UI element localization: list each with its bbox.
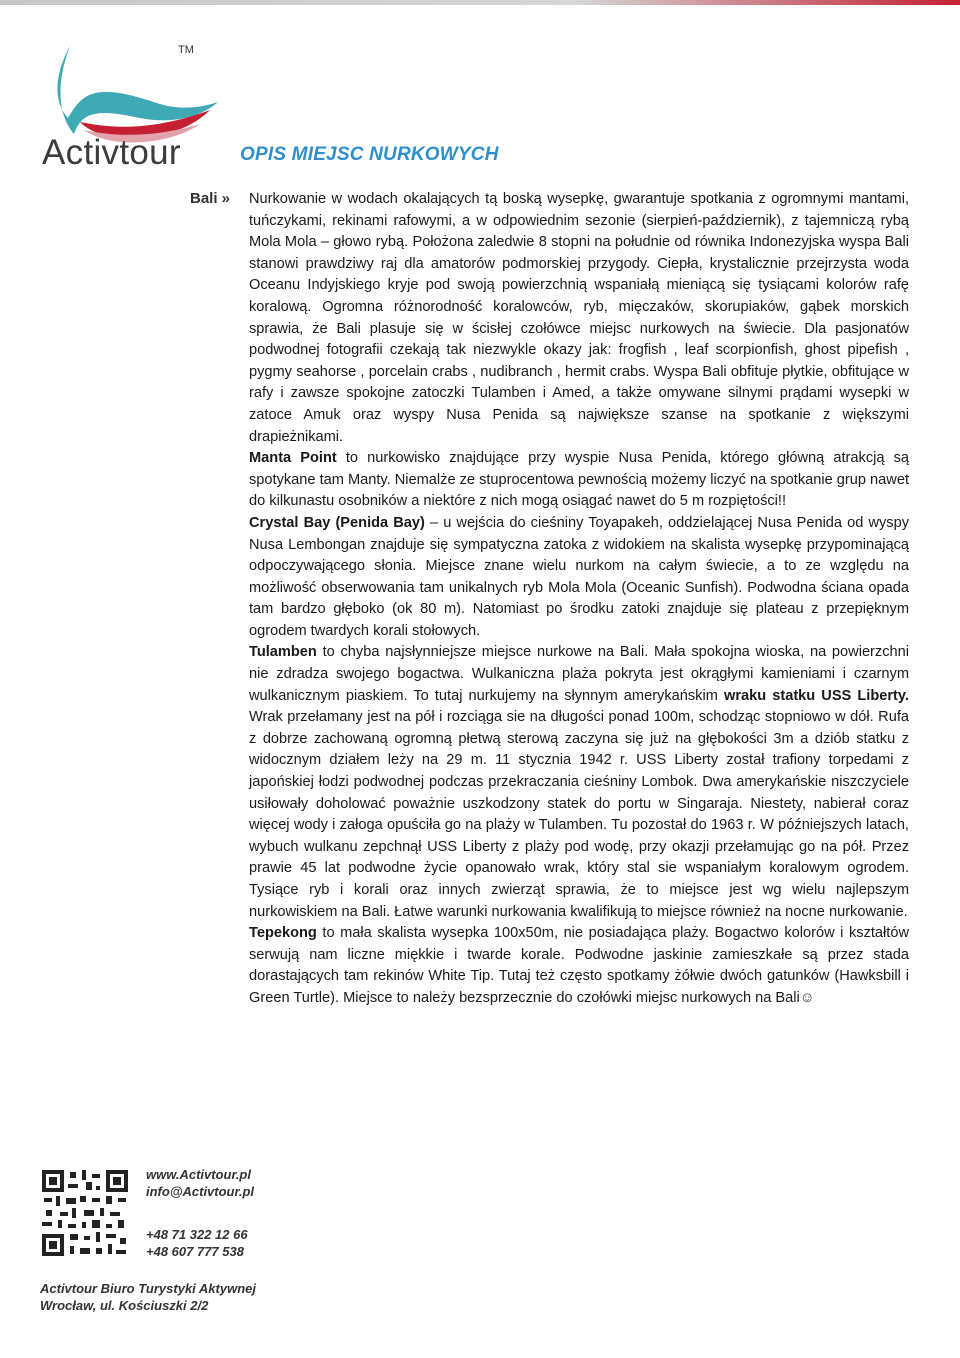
company-block [40,1280,256,1314]
site-paragraph-crystal-bay [249,513,909,643]
site-paragraph-tulamben [249,642,909,923]
intro-paragraph [249,189,909,448]
paragraph-text: Nurkowanie w wodach okalających tą boską wysepkę, gwarantuje spotkania z ogromnymi mantami, tuńczykami, rekinami rafowymi, a w odpowiednim sezonie (sierpień-październik), z tajemniczą rybą Mola Mola – głowo rybą. Położona zaledwie 8 stopni na południe od równika Indonezyjska wyspa Bali stanowi prawdziwy raj dla amatorów podmorskiej przygody. Ciepła, krystalicznie przejrzysta woda Oceanu Indyjskiego kryje pod swoją powierzchnią wspaniałą mieniącą się tysiącami kolorów rafę koralową. Ogromna różnorodność koralowców, ryb, mięczaków, skorupiaków, gąbek morskich sprawia, że Bali plasuje się w ścisłej czołówce miejsc nurkowych na świecie. Dla pasjonatów podwodnej fotografii czekają tak niezwykle okazy jak: frogfish , leaf scorpionfish, ghost pipefish , pygmy seahorse , porcelain crabs , nudibranch , hermit crabs. Wyspa Bali obfituje płytkie, obfitujące w rafy i zawsze spokojne zatoczki Tulamben i Amed, a także omywane silnymi prądami wysepki w zatoce Amuk oraz wyspy Nusa Penida są największe szanse na spotkanie z większymi drapieżnikami. [249,191,909,445]
site-name: Tepekong [249,925,317,942]
paragraph-text: to chyba najsłynniejsze miejsce nurkowe na Bali. Mała spokojna wioska, na powierzchni nie zdradza swojego bogactwa. Wulkaniczna plaża pokryta jest okrągłymi kamieniami i czarnym wulkanicznym piaskiem. To tutaj nurkujemy na słynnym amerykańskim [249,644,909,704]
region-label: Bali » [190,190,231,207]
paragraph-text: to mała skalista wysepka 100x50m, nie posiadająca plaży. Bogactwo kolorów i kształtów serwują nam liczne miękkie i twarde korale. Podwodne jaskinie zamieszkałe są przez stada dorastających tam rekinów White Tip. Tutaj też często spotkamy żółwie dwóch gatunków (Hawksbill i Green Turtle). Miejsce to należy bezsprzecznie do czołówki miejsc nurkowych na Bali☺ [249,925,909,1006]
wreck-name: wraku statku USS Liberty. [723,687,909,704]
top-rule [0,0,960,5]
contact-block [146,1166,254,1200]
phone-number: +48 71 322 12 66 [146,1227,248,1242]
site-paragraph-manta-point [249,448,909,513]
paragraph-text: Wrak przełamany jest na pół i rozciąga sie na długości ponad 100m, schodząc stopniowo w dół. Rufa z dobrze zachowaną ogromną płetwą sterową zaczyna się już na głębokości 3m a dziób statku z widocznym działem leży na 29 m. 11 stycznia 1942 r. USS Liberty został trafiony torpedami z japońskiej łodzi podwodnej podczas przekraczania cieśniny Lombok. Dwa amerykańskie niszczyciele usiłowały doholować poważnie uszkodzony statek do portu w Singaraja. Niestety, nabierał coraz więcej wody i załoga opuściła go na plaży w Tulamben. Tu pozostał do 1963 r. W późniejszych latach, wybuch wulkanu zepchnął USS Liberty z plaży pod wodę, przy okazji przełamując go na pół. Przez prawie 45 lat podwodne życie opanowało wrak, który stal sie wspaniałym koralowym ogrodem. Tysiące ryb i korali oraz innych zwierząt sprawia, że to miejsce jest wg wielu najlepszym nurkowiskiem na Bali. Łatwe warunki nurkowania kwalifikują to miejsce również na nocne nurkowanie. [249,709,909,920]
site-name: Crystal Bay (Penida Bay) [249,514,425,531]
logo-wordmark: Activtour [42,133,181,172]
phone-block [146,1226,248,1260]
email-link[interactable]: info@Activtour.pl [146,1184,255,1199]
site-name: Manta Point [249,450,337,467]
page-title: OPIS MIEJSC NURKOWYCH [240,144,499,165]
paragraph-text: to nurkowisko znajdujące przy wyspie Nusa Penida, którego główną atrakcją są spotykane tam Manty. Niemalże ze stuprocentowa pewnością możemy liczyć na spotkanie grup nawet do kilkunastu osobników a niektóre z nich mogą osiągać nawet do 5 m rozpiętości!! [249,450,910,510]
company-address: Wrocław, ul. Kościuszki 2/2 [40,1298,209,1313]
qr-code-icon [40,1168,130,1258]
website-link[interactable]: www.Activtour.pl [146,1167,251,1182]
site-paragraph-tepekong [249,923,909,1009]
phone-number: +48 607 777 538 [146,1244,244,1259]
article-body [249,189,909,1010]
paragraph-text: – u wejścia do cieśniny Toyapakeh, oddzielającej Nusa Penida od wyspy Nusa Lembongan znajduje się sympatyczna zatoka z widokiem na skalista wysepkę przypominającą odpoczywającego słonia. Miejsce znane wielu nurkom na całym świecie, a to ze względu na możliwość obserwowania tam unikalnych ryb Mola Mola (Oceanic Sunfish). Podwodna ściana opada tam bardzo głęboko (ok 80 m). Natomiast po środku zatoki znajduje się plateau z przepięknym ogrodem twardych korali stołowych. [249,514,910,639]
site-name: Tulamben [249,644,317,661]
company-name: Activtour Biuro Turystyki Aktywnej [40,1281,256,1296]
trademark-mark: TM [178,44,194,56]
